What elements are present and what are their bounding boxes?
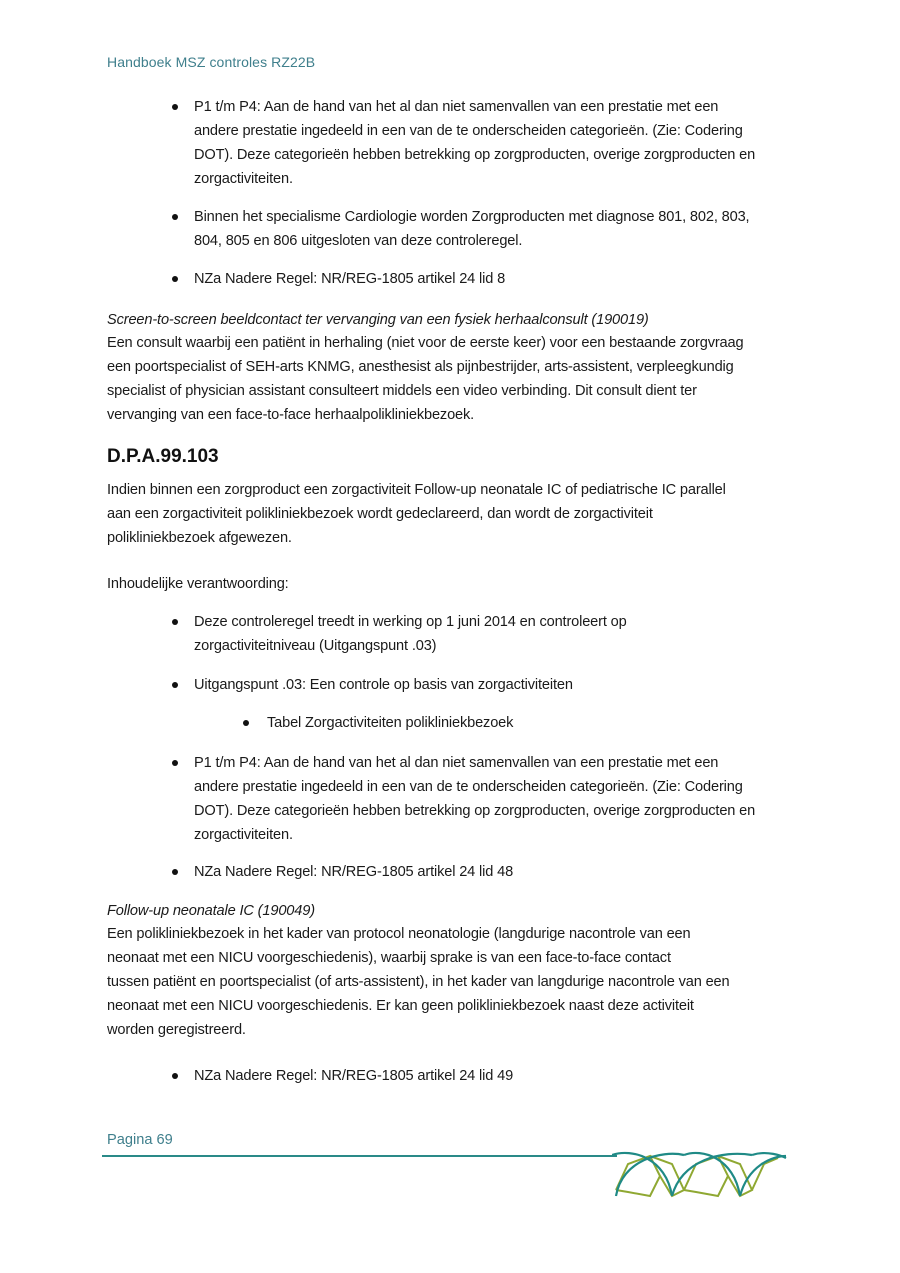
list-item-line: P1 t/m P4: Aan de hand van het al dan niet samenvallen van een prestatie met een	[194, 755, 719, 771]
definition-line: vervanging van een face-to-face herhaalpolikliniekbezoek.	[107, 407, 475, 423]
bullet-icon	[172, 760, 178, 766]
definition-line: Een consult waarbij een patiënt in herhaling (niet voor de eerste keer) voor een bestaande zorgvraag	[107, 335, 744, 351]
sub-list-item-line: Tabel Zorgactiviteiten polikliniekbezoek	[267, 715, 514, 731]
list-item-line: NZa Nadere Regel: NR/REG-1805 artikel 24 lid 8	[194, 271, 506, 287]
list-item-line: Binnen het specialisme Cardiologie worden Zorgproducten met diagnose 801, 802, 803,	[194, 209, 750, 225]
definition-line: tussen patiënt en poortspecialist (of arts-assistent), in het kader van langdurige nacontrole van een	[107, 974, 730, 990]
definition-title: Screen-to-screen beeldcontact ter vervanging van een fysiek herhaalconsult (190019)	[107, 312, 649, 328]
bullet-icon	[172, 682, 178, 688]
page-number: Pagina 69	[107, 1132, 173, 1148]
verantwoording-label: Inhoudelijke verantwoording:	[107, 576, 289, 592]
bullet-icon	[172, 1073, 178, 1079]
section-heading: D.P.A.99.103	[107, 446, 219, 467]
list-item-line: DOT). Deze categorieën hebben betrekking op zorgproducten, overige zorgproducten en	[194, 803, 756, 819]
list-item-line: zorgactiviteiten.	[194, 171, 293, 187]
definition-title: Follow-up neonatale IC (190049)	[107, 903, 315, 919]
list-item-line: DOT). Deze categorieën hebben betrekking op zorgproducten, overige zorgproducten en	[194, 147, 756, 163]
definition-line: een poortspecialist of SEH-arts KNMG, anesthesist als pijnbestrijder, arts-assistent, verpleegkundig	[107, 359, 734, 375]
list-item-line: Uitgangspunt .03: Een controle op basis van zorgactiviteiten	[194, 677, 573, 693]
bullet-icon	[172, 104, 178, 110]
definition-line: worden geregistreerd.	[107, 1022, 246, 1038]
running-header: Handboek MSZ controles RZ22B	[107, 54, 316, 70]
list-item-line: andere prestatie ingedeeld in een van de te onderscheiden categorieën. (Zie: Codering	[194, 123, 743, 139]
decorative-logo-icon	[612, 1150, 788, 1200]
list-item-line: zorgactiviteitniveau (Uitgangspunt .03)	[194, 638, 437, 654]
list-item-line: 804, 805 en 806 uitgesloten van deze controleregel.	[194, 233, 523, 249]
list-item-line: andere prestatie ingedeeld in een van de te onderscheiden categorieën. (Zie: Codering	[194, 779, 743, 795]
definition-line: neonaat met een NICU voorgeschiedenis), waarbij sprake is van een face-to-face contact	[107, 950, 671, 966]
definition-line: neonaat met een NICU voorgeschiedenis. Er kan geen polikliniekbezoek naast deze activiteit	[107, 998, 694, 1014]
list-item-line: Deze controleregel treedt in werking op 1 juni 2014 en controleert op	[194, 614, 627, 630]
intro-line: Indien binnen een zorgproduct een zorgactiviteit Follow-up neonatale IC of pediatrische IC parallel	[107, 482, 726, 498]
list-item-line: NZa Nadere Regel: NR/REG-1805 artikel 24 lid 48	[194, 864, 514, 880]
sub-bullet-icon	[243, 720, 249, 726]
definition-line: specialist of physician assistant consulteert middels een video verbinding. Dit consult dient ter	[107, 383, 697, 399]
list-item-line: NZa Nadere Regel: NR/REG-1805 artikel 24 lid 49	[194, 1068, 514, 1084]
bullet-icon	[172, 214, 178, 220]
bullet-icon	[172, 276, 178, 282]
bullet-icon	[172, 619, 178, 625]
intro-line: polikliniekbezoek afgewezen.	[107, 530, 292, 546]
bullet-icon	[172, 869, 178, 875]
definition-line: Een polikliniekbezoek in het kader van protocol neonatologie (langdurige nacontrole van een	[107, 926, 691, 942]
footer-rule	[102, 1155, 617, 1157]
intro-line: aan een zorgactiviteit polikliniekbezoek wordt gedeclareerd, dan wordt de zorgactiviteit	[107, 506, 653, 522]
list-item-line: zorgactiviteiten.	[194, 827, 293, 843]
list-item-line: P1 t/m P4: Aan de hand van het al dan niet samenvallen van een prestatie met een	[194, 99, 719, 115]
